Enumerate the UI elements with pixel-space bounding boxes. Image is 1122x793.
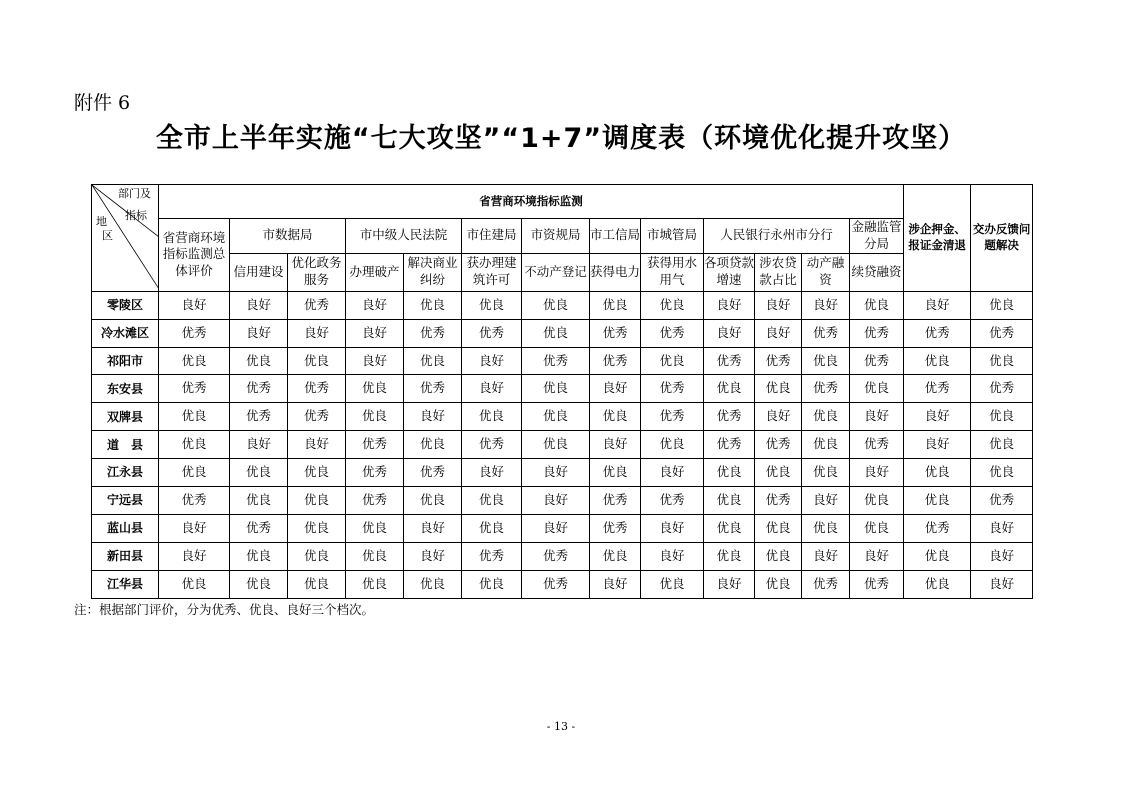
dept-header: 市工信局 [590,219,641,254]
rating-cell: 良好 [850,459,904,487]
region-cell: 冷水滩区 [92,319,159,347]
rating-cell: 优良 [802,459,850,487]
rating-cell: 优良 [704,542,755,570]
rating-cell: 优秀 [522,542,590,570]
rating-cell: 优良 [404,570,462,598]
rating-cell: 优良 [230,542,288,570]
rating-cell: 优秀 [755,486,802,514]
region-cell: 东安县 [92,375,159,403]
rating-cell: 优良 [704,514,755,542]
rating-cell: 良好 [159,291,230,319]
dept-header: 市城管局 [641,219,704,254]
rating-cell: 良好 [288,431,346,459]
table-body [92,291,1033,598]
rating-cell: 良好 [755,403,802,431]
rating-cell: 优秀 [755,431,802,459]
rating-cell: 优良 [462,514,522,542]
table-row [92,403,1033,431]
rating-cell: 优良 [641,291,704,319]
indicator-header: 续贷融资 [850,253,904,291]
rating-cell: 良好 [904,291,971,319]
rating-cell: 优良 [159,570,230,598]
rating-cell: 优秀 [522,570,590,598]
corner-label-dept: 部门及 [118,187,151,200]
rating-cell: 优良 [590,459,641,487]
rating-cell: 优良 [346,542,404,570]
rating-cell: 优良 [971,459,1033,487]
rating-cell: 优秀 [590,514,641,542]
rating-cell: 优良 [755,375,802,403]
region-cell: 江华县 [92,570,159,598]
rating-cell: 良好 [522,514,590,542]
indicator-header: 动产融资 [802,253,850,291]
dept-header: 金融监管分局 [850,219,904,254]
region-cell: 零陵区 [92,291,159,319]
rating-cell: 优良 [590,403,641,431]
rating-cell: 优秀 [288,403,346,431]
rating-cell: 优秀 [755,347,802,375]
rating-cell: 优良 [462,570,522,598]
rating-cell: 优良 [288,347,346,375]
table-row [92,570,1033,598]
region-cell: 宁远县 [92,486,159,514]
rating-cell: 优良 [755,570,802,598]
corner-label-indicator: 指标 [125,209,147,222]
rating-cell: 优秀 [590,486,641,514]
rating-cell: 优良 [971,291,1033,319]
rating-cell: 优秀 [462,431,522,459]
rating-cell: 优良 [522,319,590,347]
rating-cell: 良好 [346,291,404,319]
rating-cell: 优良 [346,403,404,431]
indicator-header: 获得用水用气 [641,253,704,291]
rating-cell: 良好 [755,319,802,347]
rating-cell: 优良 [704,375,755,403]
rating-cell: 优良 [802,403,850,431]
rating-cell: 优秀 [850,347,904,375]
rating-cell: 优良 [590,291,641,319]
rating-cell: 优秀 [590,347,641,375]
rating-cell: 优良 [346,375,404,403]
rating-cell: 良好 [230,431,288,459]
rating-cell: 良好 [802,542,850,570]
rating-cell: 优良 [641,347,704,375]
rating-cell: 优秀 [641,375,704,403]
rating-cell: 优秀 [462,542,522,570]
rating-cell: 优秀 [904,375,971,403]
rating-cell: 优良 [802,514,850,542]
indicator-header: 办理破产 [346,253,404,291]
rating-cell: 优良 [904,459,971,487]
rating-cell: 优秀 [159,486,230,514]
table-row [92,459,1033,487]
rating-cell: 良好 [641,542,704,570]
rating-cell: 良好 [590,570,641,598]
rating-cell: 优秀 [704,431,755,459]
rating-cell: 优良 [404,431,462,459]
rating-cell: 优秀 [802,375,850,403]
rating-cell: 优良 [288,459,346,487]
rating-cell: 良好 [704,319,755,347]
side-header-deposit: 涉企押金、报证金清退 [904,185,971,292]
rating-cell: 优秀 [404,319,462,347]
page-title: 全市上半年实施“七大攻坚”“1+7”调度表（环境优化提升攻坚） [155,123,967,154]
rating-cell: 优良 [971,403,1033,431]
side-header-feedback: 交办反馈问题解决 [971,185,1033,292]
rating-cell: 良好 [904,403,971,431]
rating-cell: 优秀 [641,319,704,347]
rating-cell: 良好 [802,291,850,319]
rating-cell: 优良 [704,459,755,487]
rating-cell: 良好 [230,319,288,347]
rating-cell: 良好 [462,375,522,403]
rating-cell: 优良 [755,459,802,487]
rating-cell: 优秀 [288,375,346,403]
rating-cell: 优良 [522,375,590,403]
rating-cell: 优秀 [159,319,230,347]
indicator-header: 不动产登记 [522,253,590,291]
attachment-label: 附件 6 [74,92,131,114]
eval-header: 省营商环境指标监测总体评价 [159,219,230,292]
region-cell: 祁阳市 [92,347,159,375]
rating-cell: 优良 [462,403,522,431]
rating-cell: 优良 [230,459,288,487]
rating-cell: 优秀 [904,514,971,542]
rating-cell: 良好 [404,403,462,431]
indicator-header: 涉农贷款占比 [755,253,802,291]
rating-cell: 优良 [288,570,346,598]
dept-header: 人民银行永州市分行 [704,219,850,254]
rating-cell: 良好 [971,542,1033,570]
rating-cell: 优秀 [346,431,404,459]
rating-cell: 优秀 [288,291,346,319]
rating-cell: 良好 [802,486,850,514]
table-row [92,514,1033,542]
table-row [92,486,1033,514]
rating-cell: 优良 [904,347,971,375]
rating-cell: 优良 [159,431,230,459]
rating-cell: 优良 [159,403,230,431]
rating-cell: 优良 [971,347,1033,375]
rating-cell: 优秀 [641,403,704,431]
rating-cell: 优良 [404,347,462,375]
rating-cell: 优秀 [404,375,462,403]
rating-cell: 良好 [704,291,755,319]
rating-cell: 优良 [346,514,404,542]
rating-cell: 优良 [850,291,904,319]
rating-cell: 优秀 [590,319,641,347]
rating-cell: 优秀 [704,347,755,375]
region-cell: 蓝山县 [92,514,159,542]
rating-cell: 良好 [522,459,590,487]
table-row [92,431,1033,459]
rating-cell: 优良 [230,347,288,375]
rating-cell: 良好 [462,347,522,375]
rating-cell: 优良 [288,542,346,570]
rating-cell: 良好 [230,291,288,319]
rating-cell: 优秀 [159,375,230,403]
rating-cell: 良好 [641,459,704,487]
rating-cell: 良好 [850,542,904,570]
table-row [92,542,1033,570]
rating-cell: 良好 [590,375,641,403]
rating-cell: 优良 [904,542,971,570]
rating-cell: 良好 [904,431,971,459]
rating-cell: 优良 [288,514,346,542]
indicator-header: 信用建设 [230,253,288,291]
region-cell: 江永县 [92,459,159,487]
indicator-header: 各项贷款增速 [704,253,755,291]
table-row [92,291,1033,319]
rating-cell: 良好 [850,403,904,431]
rating-cell: 优良 [802,347,850,375]
rating-cell: 优良 [288,486,346,514]
region-cell: 新田县 [92,542,159,570]
rating-cell: 优良 [462,291,522,319]
rating-cell: 良好 [641,514,704,542]
rating-cell: 优良 [522,291,590,319]
rating-cell: 优良 [522,431,590,459]
rating-cell: 优良 [346,570,404,598]
rating-cell: 优秀 [404,459,462,487]
rating-cell: 优秀 [971,375,1033,403]
rating-cell: 优良 [641,431,704,459]
rating-cell: 良好 [971,570,1033,598]
rating-cell: 优秀 [230,375,288,403]
rating-cell: 良好 [704,570,755,598]
rating-cell: 良好 [159,514,230,542]
indicator-header: 解决商业纠纷 [404,253,462,291]
rating-cell: 优秀 [641,486,704,514]
dept-header: 市中级人民法院 [346,219,462,254]
footnote: 注：根据部门评价，分为优秀、优良、良好三个档次。 [74,602,375,617]
dept-header: 市住建局 [462,219,522,254]
indicator-header: 优化政务服务 [288,253,346,291]
rating-cell: 优良 [755,514,802,542]
rating-cell: 优秀 [850,570,904,598]
rating-cell: 优良 [850,514,904,542]
rating-cell: 良好 [971,514,1033,542]
corner-header-cell [92,185,159,292]
schedule-table [91,184,1033,599]
group-header: 省营商环境指标监测 [159,185,904,219]
rating-cell: 优良 [404,486,462,514]
rating-cell: 优良 [462,486,522,514]
corner-label-region-bottom: 区 [102,229,113,242]
rating-cell: 优秀 [346,486,404,514]
table-row [92,347,1033,375]
rating-cell: 优秀 [522,347,590,375]
rating-cell: 良好 [159,542,230,570]
rating-cell: 优良 [230,486,288,514]
rating-cell: 优秀 [971,319,1033,347]
rating-cell: 良好 [404,542,462,570]
indicator-header: 获得电力 [590,253,641,291]
rating-cell: 优良 [159,459,230,487]
rating-cell: 良好 [346,319,404,347]
rating-cell: 优良 [159,347,230,375]
rating-cell: 优秀 [850,431,904,459]
corner-label-region-top: 地 [96,215,107,228]
rating-cell: 优良 [590,542,641,570]
rating-cell: 优良 [850,486,904,514]
rating-cell: 优秀 [462,319,522,347]
rating-cell: 优良 [971,431,1033,459]
rating-cell: 优良 [904,486,971,514]
rating-cell: 良好 [462,459,522,487]
rating-cell: 优秀 [230,403,288,431]
rating-cell: 优秀 [704,403,755,431]
rating-cell: 优秀 [904,319,971,347]
rating-cell: 良好 [404,514,462,542]
rating-cell: 良好 [755,291,802,319]
region-cell: 道 县 [92,431,159,459]
rating-cell: 优秀 [971,486,1033,514]
rating-cell: 优秀 [230,514,288,542]
region-cell: 双牌县 [92,403,159,431]
rating-cell: 良好 [590,431,641,459]
rating-cell: 优良 [755,542,802,570]
dept-header: 市数据局 [230,219,346,254]
table-row [92,319,1033,347]
rating-cell: 优良 [904,570,971,598]
rating-cell: 优良 [704,486,755,514]
rating-cell: 优良 [641,570,704,598]
rating-cell: 优秀 [346,459,404,487]
rating-cell: 优良 [850,375,904,403]
rating-cell: 优秀 [850,319,904,347]
rating-cell: 良好 [288,319,346,347]
rating-cell: 优良 [230,570,288,598]
rating-cell: 优秀 [802,570,850,598]
rating-cell: 良好 [346,347,404,375]
rating-cell: 优秀 [802,319,850,347]
rating-cell: 良好 [522,486,590,514]
rating-cell: 优良 [404,291,462,319]
rating-cell: 优良 [802,431,850,459]
dept-header: 市资规局 [522,219,590,254]
indicator-header: 获办理建筑许可 [462,253,522,291]
rating-cell: 优良 [522,403,590,431]
page-number: - 13 - [546,720,576,733]
table-row [92,375,1033,403]
